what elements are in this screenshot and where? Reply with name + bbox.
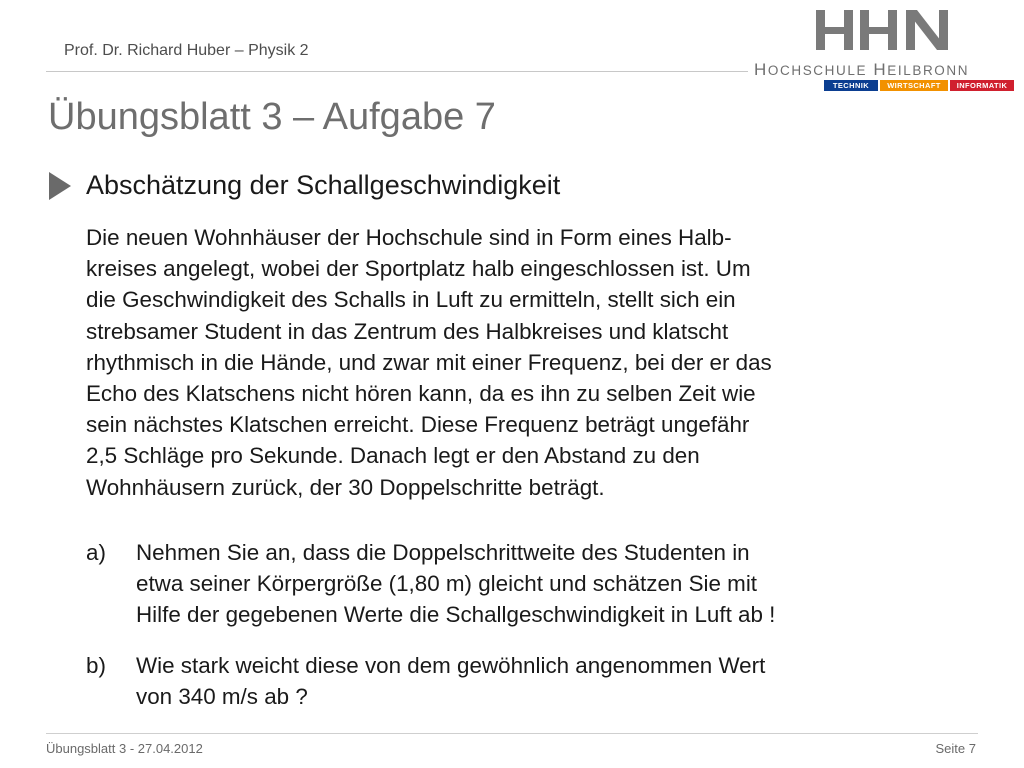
page-number: Seite 7	[935, 741, 976, 756]
hhn-logo-mark	[816, 10, 948, 50]
question-marker: a)	[86, 540, 106, 565]
logo-wordmark: HOCHSCHULE HEILBRONN	[754, 60, 970, 79]
footer-date: Übungsblatt 3 - 27.04.2012	[46, 741, 203, 756]
question-line: Wie stark weicht diese von dem gewöhnlich angenommen Wert	[136, 653, 766, 678]
question-text	[136, 537, 966, 631]
question-text	[136, 650, 966, 712]
lecturer-line: Prof. Dr. Richard Huber – Physik 2	[64, 42, 309, 59]
question-line: von 340 m/s ab ?	[136, 684, 308, 710]
question-line: Hilfe der gegebenen Werte die Schallgeschwindigkeit in Luft ab !	[136, 602, 776, 628]
body-line: Die neuen Wohnhäuser der Hochschule sind in Form eines Halb-	[86, 225, 732, 250]
body-line: strebsamer Student in das Zentrum des Halbkreises und klatscht	[86, 318, 729, 344]
body-line: Wohnhäusern zurück, der 30 Doppelschritte beträgt.	[86, 474, 605, 500]
footer-divider	[46, 733, 978, 734]
question-line: Nehmen Sie an, dass die Doppelschrittweite des Studenten in	[136, 540, 750, 565]
triangle-right-icon	[48, 171, 72, 201]
bullet-heading-text: Abschätzung der Schallgeschwindigkeit	[86, 170, 561, 200]
question-marker: b)	[86, 653, 106, 678]
header-divider	[46, 71, 748, 72]
body-line: rhythmisch in die Hände, und zwar mit einer Frequenz, bei der er das	[86, 349, 772, 375]
logo-tag-bar	[824, 80, 1014, 91]
body-line: Echo des Klatschens nicht hören kann, da es ihn zu selben Zeit wie	[86, 381, 756, 407]
body-line: 2,5 Schläge pro Sekunde. Danach legt er den Abstand zu den	[86, 443, 700, 469]
logo-tag-technik: TECHNIK	[824, 80, 878, 91]
slide-title: Übungsblatt 3 – Aufgabe 7	[48, 96, 496, 138]
problem-description	[86, 222, 966, 503]
body-line: sein nächstes Klatschen erreicht. Diese Frequenz beträgt ungefähr	[86, 412, 750, 438]
bullet-heading	[48, 170, 560, 201]
question-line: etwa seiner Körpergröße (1,80 m) gleicht und schätzen Sie mit	[136, 571, 758, 597]
body-line: die Geschwindigkeit des Schalls in Luft zu ermitteln, stellt sich ein	[86, 287, 736, 313]
logo-tag-informatik: INFORMATIK	[950, 80, 1014, 91]
logo-tag-wirtschaft: WIRTSCHAFT	[880, 80, 948, 91]
body-line: kreises angelegt, wobei der Sportplatz halb eingeschlossen ist. Um	[86, 256, 751, 282]
hhn-logo	[744, 10, 1008, 92]
